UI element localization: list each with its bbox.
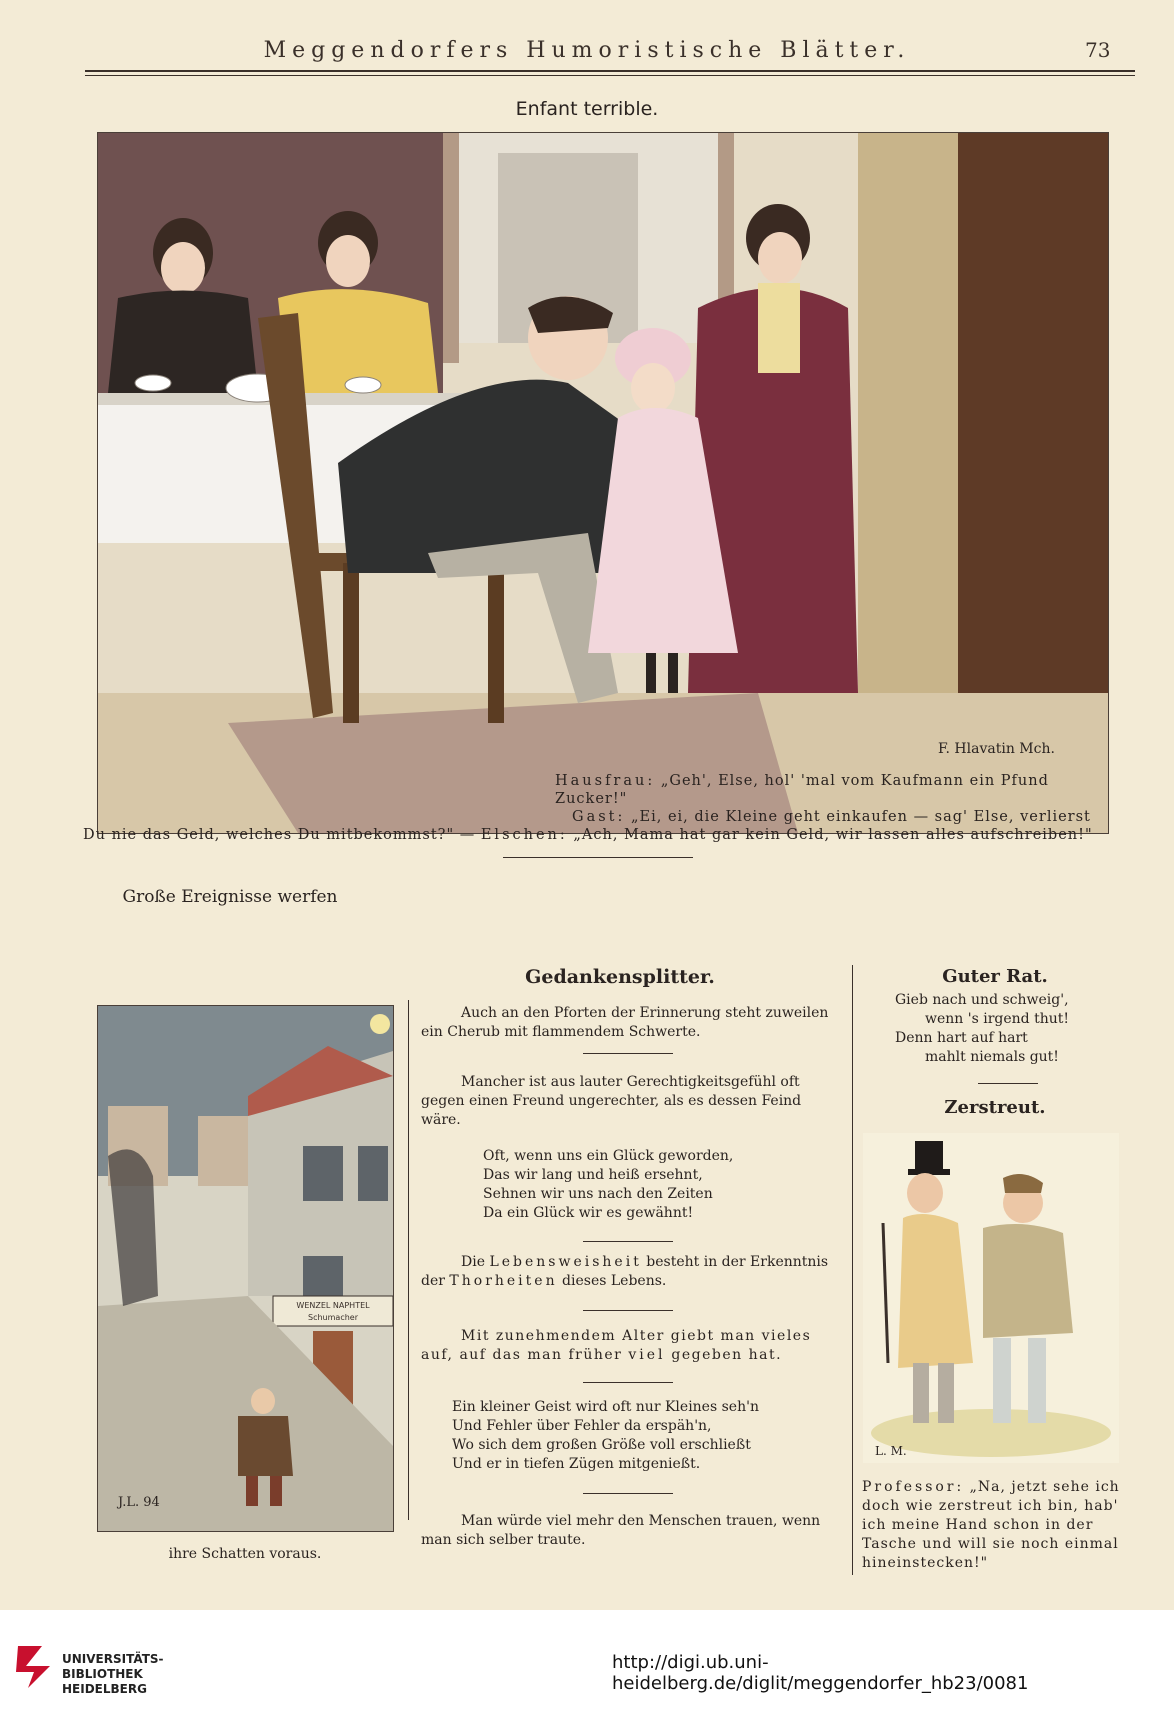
caption-line-4 bbox=[83, 827, 1093, 843]
caption-line-2: Zucker!" bbox=[555, 791, 628, 807]
center-column-heading: Gedankensplitter. bbox=[525, 966, 715, 988]
verse-2-line-4: Und er in tiefen Zügen mitgenießt. bbox=[452, 1456, 701, 1472]
professor-cartoon-signature: L. M. bbox=[875, 1444, 907, 1458]
separator-right bbox=[978, 1083, 1038, 1084]
institution-name bbox=[62, 1652, 164, 1697]
university-library-logo-icon bbox=[12, 1642, 56, 1692]
verse-2-line-1: Ein kleiner Geist wird oft nur Kleines seh'n bbox=[452, 1399, 759, 1415]
separator-2 bbox=[583, 1241, 673, 1242]
institution-name-line-1: UNIVERSITÄTS- bbox=[62, 1652, 164, 1666]
aphorism-3-part-a: Die bbox=[461, 1254, 485, 1270]
separator-5 bbox=[583, 1493, 673, 1494]
right-column-divider bbox=[852, 965, 853, 1575]
cobbler-sign-name: WENZEL NAPHTEL bbox=[296, 1301, 370, 1310]
verse-2-line-2: Und Fehler über Fehler da erspäh'n, bbox=[452, 1418, 712, 1434]
right-column-heading-rat: Guter Rat. bbox=[942, 966, 1048, 987]
institution-name-line-3: HEIDELBERG bbox=[62, 1682, 147, 1696]
professor-caption-text: „Na, jetzt sehe ich doch wie zerstreut ich bin, hab' ich meine Hand schon in der Tasche und will sie noch einmal hineinstecken!" bbox=[862, 1479, 1120, 1571]
aphorism-4 bbox=[421, 1327, 841, 1365]
aphorism-4-part-c: gegeben hat. bbox=[671, 1347, 783, 1363]
caption-line-1 bbox=[555, 773, 1049, 789]
aphorism-2: Mancher ist aus lauter Gerechtigkeitsgefühl oft gegen einen Freund ungerechter, als es dessen Feind wäre. bbox=[421, 1074, 802, 1128]
separator-4 bbox=[583, 1382, 673, 1383]
header-rule-thin bbox=[85, 75, 1135, 76]
main-cartoon-illustration bbox=[97, 132, 1109, 834]
guter-rat-verse bbox=[895, 991, 1069, 1067]
caption-text-4a: Du nie das Geld, welches Du mitbekommst?" — bbox=[83, 827, 476, 843]
caption-text-1: „Geh', Else, hol' 'mal vom Kaufmann ein Pfund bbox=[660, 773, 1049, 789]
street-scene bbox=[98, 1006, 393, 1531]
aphorism-1: Auch an den Pforten der Erinnerung steht zuweilen ein Cherub mit flammendem Schwerte. bbox=[421, 1005, 829, 1040]
caption-speaker-gast: Gast: bbox=[572, 809, 626, 825]
verse-1-line-3: Sehnen wir uns nach den Zeiten bbox=[483, 1186, 713, 1202]
shadow-cartoon-illustration bbox=[97, 1005, 394, 1532]
verse-1-line-2: Das wir lang und heiß ersehnt, bbox=[483, 1167, 703, 1183]
professor-cartoon-illustration bbox=[863, 1133, 1119, 1463]
guter-rat-line-2: wenn 's irgend thut! bbox=[925, 1011, 1069, 1027]
page-number: 73 bbox=[1085, 38, 1111, 62]
professor-caption bbox=[862, 1478, 1122, 1573]
aphorism-3-part-b: Lebensweisheit bbox=[489, 1254, 642, 1270]
logo-mark bbox=[16, 1646, 50, 1688]
guter-rat-line-3: Denn hart auf hart bbox=[895, 1030, 1028, 1046]
guter-rat-line-4: mahlt niemals gut! bbox=[925, 1049, 1059, 1065]
main-cartoon-signature: F. Hlavatin Mch. bbox=[938, 741, 1055, 757]
verse-1-line-4: Da ein Glück wir es gewähnt! bbox=[483, 1205, 694, 1221]
caption-line-3 bbox=[572, 809, 1091, 825]
caption-speaker-hausfrau: Hausfrau: bbox=[555, 773, 656, 789]
cobbler-sign-trade: Schumacher bbox=[308, 1313, 358, 1322]
aphorism-5: Man würde viel mehr den Menschen trauen, wenn man sich selber traute. bbox=[421, 1513, 821, 1548]
verse-2 bbox=[452, 1398, 759, 1474]
caption-text-4b: „Ach, Mama hat gar kein Geld, wir lassen alles aufschreiben!" bbox=[573, 827, 1093, 843]
running-header-title: Meggendorfers Humoristische Blätter. bbox=[263, 38, 911, 63]
left-column-caption: ihre Schatten voraus. bbox=[168, 1546, 322, 1562]
separator-1 bbox=[583, 1053, 673, 1054]
header-rule bbox=[85, 70, 1135, 72]
aphorism-3-part-d: Thorheiten bbox=[449, 1273, 558, 1289]
caption-separator bbox=[503, 857, 693, 858]
dining-room-scene bbox=[98, 133, 1108, 833]
left-column-heading: Große Ereignisse werfen bbox=[122, 887, 338, 907]
guter-rat-line-1: Gieb nach und schweig', bbox=[895, 992, 1069, 1008]
source-url-link[interactable]: http://digi.ub.uni-heidelberg.de/diglit/meggendorfer_hb23/0081 bbox=[612, 1652, 1029, 1694]
shadow-cartoon-signature: J.L. 94 bbox=[118, 1495, 160, 1510]
professor-caption-speaker: Professor: bbox=[862, 1479, 965, 1495]
verse-2-line-3: Wo sich dem großen Größe voll erschließt bbox=[452, 1437, 751, 1453]
aphorism-3-part-c: besteht in der Erkenntnis der bbox=[421, 1254, 829, 1289]
professor-scene bbox=[863, 1133, 1119, 1463]
separator-3 bbox=[583, 1310, 673, 1311]
aphorism-4-part-a: Mit zunehmendem Alter giebt man vieles auf, auf das man früher bbox=[421, 1328, 812, 1363]
aphorism-3-part-e: dieses Lebens. bbox=[562, 1273, 667, 1289]
library-footer bbox=[0, 1610, 1174, 1716]
left-column-divider bbox=[408, 1000, 409, 1520]
cartoon-title: Enfant terrible. bbox=[515, 98, 659, 120]
caption-speaker-elschen: Elschen: bbox=[480, 827, 568, 843]
aphorism-4-part-b: viel bbox=[628, 1347, 666, 1363]
right-column-heading-zerstreut: Zerstreut. bbox=[944, 1097, 1046, 1118]
verse-1-line-1: Oft, wenn uns ein Glück geworden, bbox=[483, 1148, 734, 1164]
verse-1 bbox=[483, 1147, 733, 1223]
institution-name-line-2: BIBLIOTHEK bbox=[62, 1667, 143, 1681]
caption-text-3: „Ei, ei, die Kleine geht einkaufen — sag' Else, verlierst bbox=[631, 809, 1091, 825]
aphorism-3 bbox=[421, 1253, 841, 1291]
